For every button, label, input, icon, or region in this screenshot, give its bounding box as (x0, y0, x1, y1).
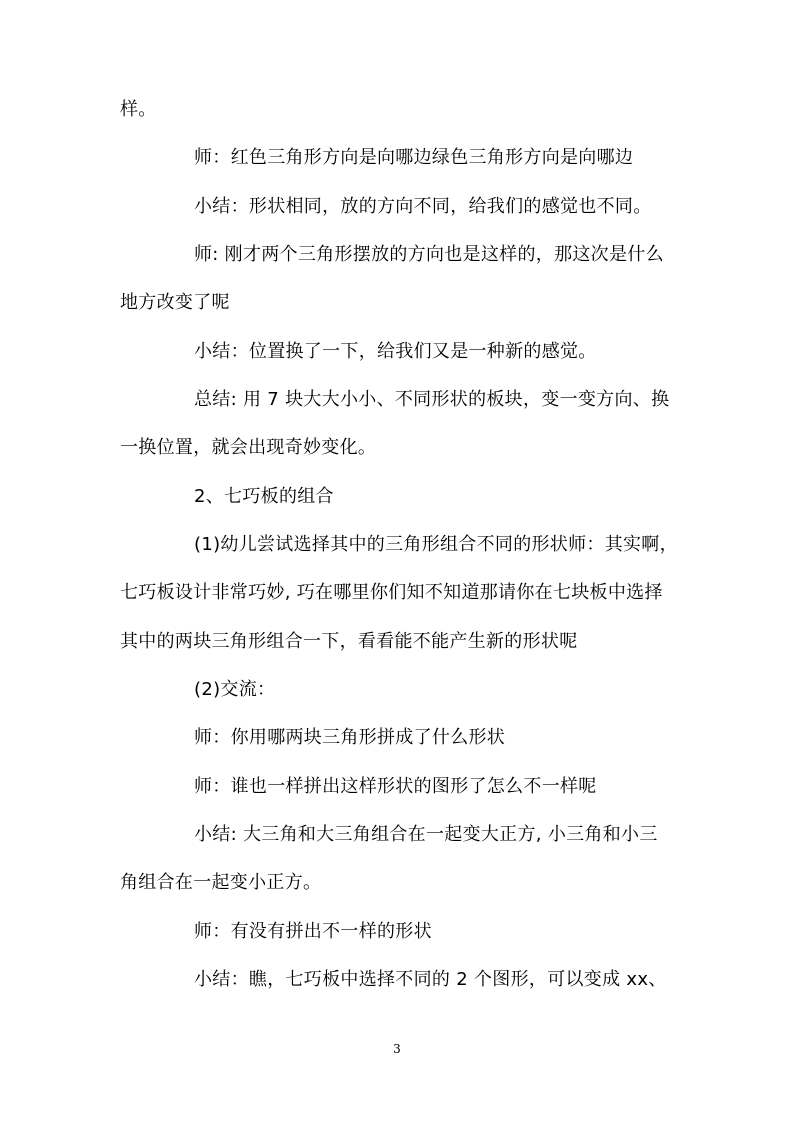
text-line: 样。 (120, 99, 157, 120)
text-line: 一换位置，就会出现奇妙变化。 (120, 437, 377, 458)
text-line: 小结：位置换了一下，给我们又是一种新的感觉。 (194, 341, 597, 362)
text-line: (2)交流： (194, 679, 276, 700)
text-line: 师：红色三角形方向是向哪边绿色三角形方向是向哪边 (194, 147, 634, 168)
text-line: 角组合在一起变小正方。 (120, 872, 322, 893)
text-line: 其中的两块三角形组合一下，看看能不能产生新的形状呢 (120, 631, 578, 652)
text-line: 师：有没有拼出不一样的形状 (194, 921, 432, 942)
text-line: 师：谁也一样拼出这样形状的图形了怎么不一样呢 (194, 776, 597, 797)
text-line: 师：你用哪两块三角形拼成了什么形状 (194, 727, 506, 748)
text-line: 总结: 用 7 块大大小小、不同形状的板块，变一变方向、换 (194, 389, 670, 410)
text-line: 小结：瞧，七巧板中选择不同的 2 个图形，可以变成 xx、 (194, 969, 667, 990)
text-line: 小结: 大三角和大三角组合在一起变大正方, 小三角和小三 (194, 824, 658, 845)
section-heading: 2、七巧板的组合 (194, 486, 334, 507)
text-line: 地方改变了呢 (120, 292, 230, 313)
text-line: 小结：形状相同，放的方向不同，给我们的感觉也不同。 (194, 196, 652, 217)
text-line: (1)幼儿尝试选择其中的三角形组合不同的形状师：其实啊， (194, 534, 678, 555)
text-line: 七巧板设计非常巧妙, 巧在哪里你们知不知道那请你在七块板中选择 (120, 582, 663, 603)
page-number: 3 (393, 1042, 401, 1056)
text-line: 师: 刚才两个三角形摆放的方向也是这样的，那这次是什么 (194, 244, 664, 265)
